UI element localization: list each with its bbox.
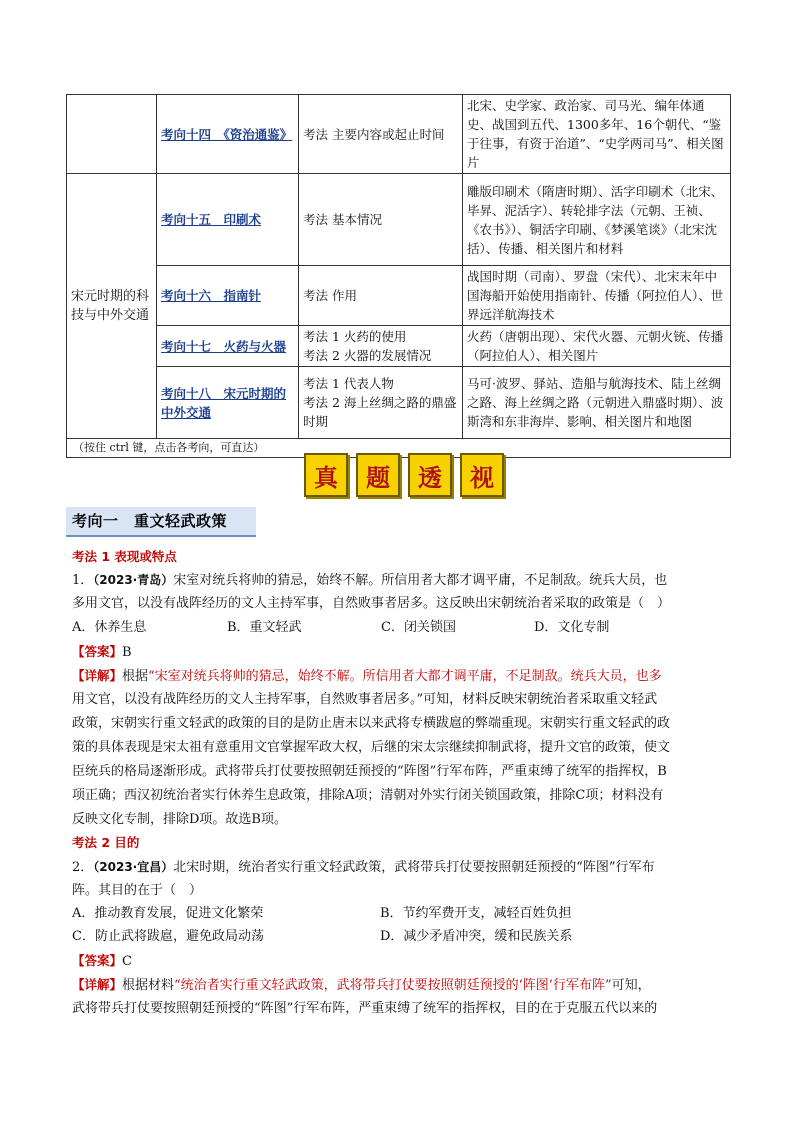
q1-stem-line1: 1．（2023·青岛）宋室对统兵将帅的猜忌，始终不解。所信用者大都才调平庸，不足制敌。统兵大员，也 [72, 573, 668, 588]
points-cell: 雕版印刷术（隋唐时期）、活字印刷术（北宋、毕昇、泥活字）、转轮排字法（元朝、王祯、《农书》）、铜活字印刷、《梦溪笔谈》（北宋沈括）、传播、相关图片和材料 [463, 174, 731, 266]
topic-link-14[interactable]: 考向十四 《资治通鉴》 [157, 95, 299, 174]
banner-tile: 题 [356, 453, 400, 497]
q2-detail-line1: 【详解】根据材料“统治者实行重文轻武政策，武将带兵打仗要按照朝廷预授的‘阵图’行军布阵”可知， [72, 977, 651, 993]
method-cell: 考法 1 代表人物 考法 2 海上丝绸之路的鼎盛时期 [299, 367, 463, 439]
q2-option-c[interactable]: C．防止武将跋扈，避免政局动荡 [72, 929, 264, 944]
topic-table [66, 94, 731, 458]
q2-answer: 【答案】C [72, 953, 132, 969]
topic-link-17[interactable]: 考向十七 火药与火器 [157, 326, 299, 367]
table-cell-empty [67, 95, 157, 174]
q2-option-a[interactable]: A．推动教育发展，促进文化繁荣 [72, 906, 264, 921]
q1-detail-line6: 项正确；西汉初统治者实行休养生息政策，排除A项；清朝对外实行闭关锁国政策，排除C项；材料没有 [72, 788, 664, 803]
banner-tile: 视 [460, 453, 504, 497]
q1-detail-line7: 反映文化专制，排除D项。故选B项。 [72, 812, 287, 827]
points-cell: 北宋、史学家、政治家、司马光、编年体通史、战国到五代、1300多年、16个朝代、“鉴于往事，有资于治道”、“史学两司马”、相关图片 [463, 95, 731, 174]
q2-detail-line2: 武将带兵打仗要按照朝廷预授的“阵图”行军布阵，严重束缚了统军的指挥权，目的在于克服五代以来的 [72, 1001, 658, 1016]
method-cell: 考法 作用 [299, 266, 463, 326]
q2-stem-line1: 2．（2023·宜昌）北宋时期，统治者实行重文轻武政策，武将带兵打仗要按照朝廷预授的“阵图”行军布 [72, 860, 655, 875]
method-cell: 考法 1 火药的使用 考法 2 火器的发展情况 [299, 326, 463, 367]
q2-option-b[interactable]: B．节约军费开支，减轻百姓负担 [380, 906, 572, 921]
banner-tile: 透 [408, 453, 452, 497]
banner-tile: 真 [304, 453, 348, 497]
q1-option-b[interactable]: B．重文轻武 [227, 620, 302, 635]
q1-subtitle: 考法 1 表现或特点 [72, 549, 177, 564]
section-heading [66, 507, 256, 537]
q1-option-d[interactable]: D．文化专制 [534, 620, 610, 635]
q1-stem-line2: 多用文官，以没有战阵经历的文人主持军事，自然败事者居多。这反映出宋朝统治者采取的政策是（ ） [72, 596, 671, 611]
q1-option-a[interactable]: A．休养生息 [72, 620, 147, 635]
points-cell: 战国时期（司南）、罗盘（宋代）、北宋末年中国海船开始使用指南针、传播（阿拉伯人）、世界远洋航海技术 [463, 266, 731, 326]
points-cell: 马可·波罗、驿站、造船与航海技术、陆上丝绸之路、海上丝绸之路（元朝进入鼎盛时期）、波斯湾和东非海岸、影响、相关图片和地图 [463, 367, 731, 439]
q1-option-c[interactable]: C．闭关锁国 [381, 620, 456, 635]
q1-answer: 【答案】B [72, 644, 132, 660]
method-cell: 考法 基本情况 [299, 174, 463, 266]
section-banner [304, 453, 504, 497]
q2-subtitle: 考法 2 目的 [72, 835, 140, 850]
q1-detail-line4: 策的具体表现是宋太祖有意重用文官掌握军政大权，后继的宋太宗继续抑制武将，提升文官的政策，使文 [72, 740, 671, 755]
category-cell: 宋元时期的科技与中外交通 [67, 174, 157, 439]
q1-detail-line1: 【详解】根据“宋室对统兵将帅的猜忌，始终不解。所信用者大都才调平庸，不足制敌。统兵大员，也多 [72, 668, 662, 684]
points-cell: 火药（唐朝出现）、宋代火器、元朝火铳、传播（阿拉伯人）、相关图片 [463, 326, 731, 367]
topic-link-18[interactable]: 考向十八 宋元时期的中外交通 [157, 367, 299, 439]
topic-link-15[interactable]: 考向十五 印刷术 [157, 174, 299, 266]
section-title: 考向一 重文轻武政策 [72, 512, 228, 530]
q2-option-d[interactable]: D．减少矛盾冲突，缓和民族关系 [380, 929, 573, 944]
q2-stem-line2: 阵。其目的在于（ ） [72, 883, 203, 898]
q1-detail-line5: 臣统兵的格局逐渐形成。武将带兵打仗要按照朝廷预授的“阵图”行军布阵，严重束缚了统军的指挥权，B [72, 764, 667, 779]
q1-detail-line2: 用文官，以没有战阵经历的文人主持军事，自然败事者居多。”可知，材料反映宋朝统治者采取重文轻武 [72, 692, 658, 707]
topic-link-16[interactable]: 考向十六 指南针 [157, 266, 299, 326]
table-note: （按住 ctrl 键，点击各考向，可直达） [67, 439, 731, 458]
q1-detail-line3: 政策，宋朝实行重文轻武的政策的目的是防止唐末以来武将专横跋扈的弊端重现。宋朝实行重文轻武的政 [72, 716, 671, 731]
method-cell: 考法 主要内容或起止时间 [299, 95, 463, 174]
